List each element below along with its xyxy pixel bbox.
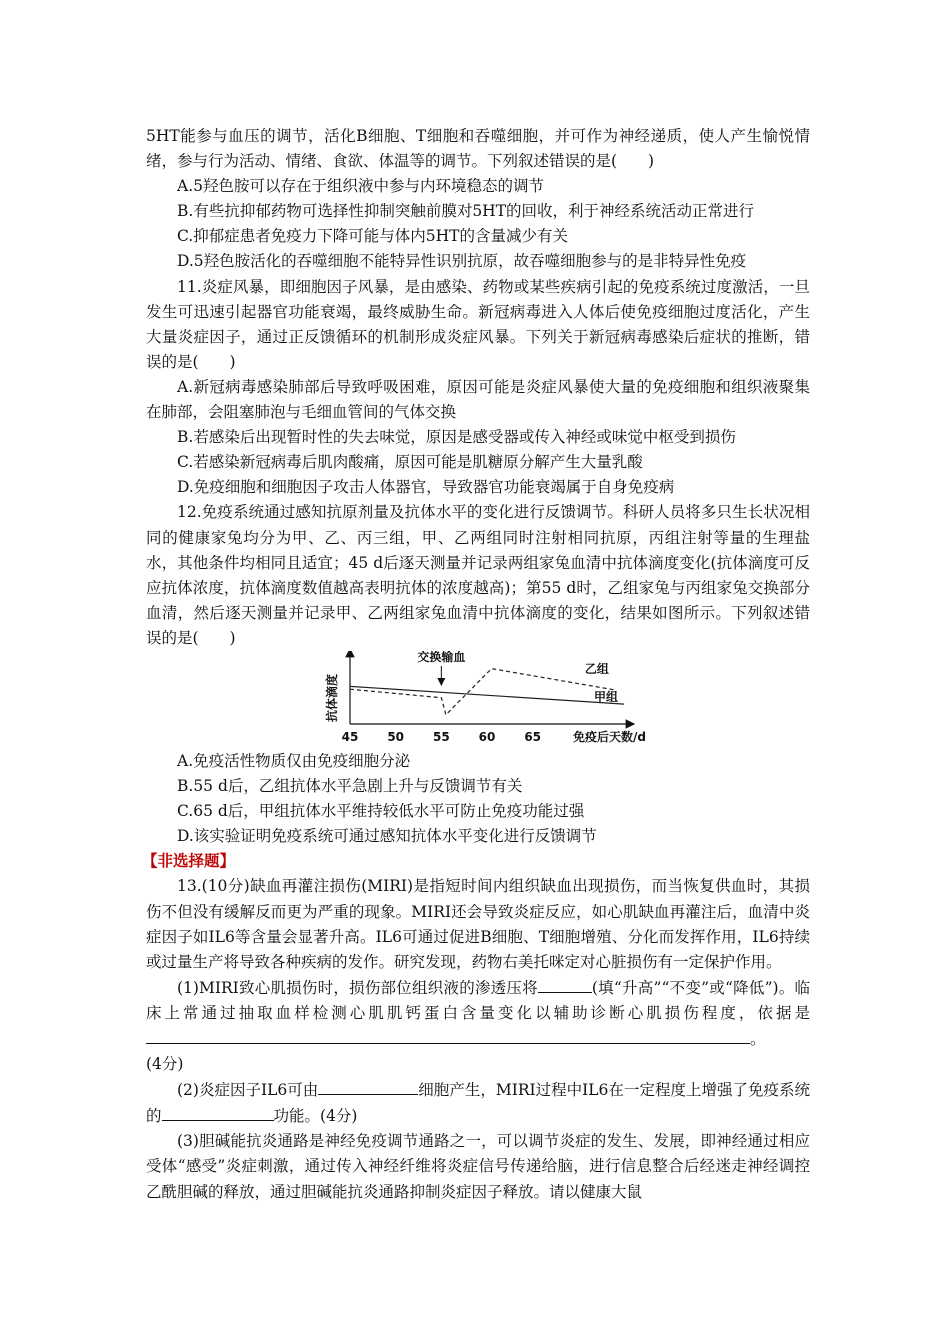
x-tick-label-0: 45 [341, 729, 359, 744]
answer-blank-4[interactable] [162, 1103, 274, 1121]
answer-blank-1[interactable] [538, 975, 592, 993]
question-12-option-a: A.免疫活性物质仅由免疫细胞分泌 [177, 751, 411, 770]
question-11-option-d: D.免疫细胞和细胞因子攻击人体器官，导致器官功能衰竭属于自身免疫病 [177, 478, 675, 497]
y-axis-label: 抗体滴度 [325, 673, 339, 722]
q13-part1-text-b: (填“升高”“不变”或“降低”)。临床上常通过抽取血样检测心肌肌钙蛋白含量变化以辅助诊断心肌损伤程度，依据是 [146, 978, 811, 1022]
plot-area [324, 651, 646, 744]
question-12-option-b: B.55 d后，乙组抗体水平急剧上升与反馈调节有关 [177, 777, 523, 796]
question-13-part-2 [146, 1077, 810, 1129]
series-line-0 [350, 686, 624, 704]
question-11-option-c: C.若感染新冠病毒后肌肉酸痛，原因可能是肌糖原分解产生大量乳酸 [177, 453, 643, 472]
x-tick-label-2: 55 [432, 729, 450, 744]
q13-part2-text-c: 功能。(4分) [273, 1107, 358, 1126]
question-10-option-c: C.抑郁症患者免疫力下降可能与体内5HT的含量减少有关 [177, 227, 568, 246]
question-13-part-3: (3)胆碱能抗炎通路是神经免疫调节通路之一，可以调节炎症的发生、发展，即神经通过相应受体“感受”炎症刺激，通过传入神经纤维将炎症信号传递给脑，进行信息整合后经迷走神经调控乙酰胆碱的释放，通过胆碱能抗炎通路抑制炎症因子释放。请以健康大鼠 [146, 1132, 810, 1201]
annotation-label: 交换输血 [417, 650, 466, 664]
x-axis-label: 免疫后天数/d [573, 729, 646, 744]
answer-blank-2[interactable] [146, 1026, 750, 1044]
question-11-option-a: A.新冠病毒感染肺部后导致呼吸困难，原因可能是炎症风暴使大量的免疫细胞和组织液聚集在肺部，会阻塞肺泡与毛细血管间的气体交换 [146, 377, 810, 422]
question-10-option-d: D.5羟色胺活化的吞噬细胞不能特异性识别抗原，故吞噬细胞参与的是非特异性免疫 [177, 252, 747, 271]
q13-part1-score: (4分) [146, 1055, 184, 1074]
document-body [142, 124, 811, 1205]
question-13-stem: 13.(10分)缺血再灌注损伤(MIRI)是指短时间内组织缺血出现损伤，而当恢复供血时，其损伤不但没有缓解反而更为严重的现象。MIRI还会导致炎症反应，如心肌缺血再灌注后，血清中炎症因子如IL6等含量会显著升高。IL6可通过促进B细胞、T细胞增殖、分化而发挥作用，IL6持续或过量生产将导致各种疾病的发作。研究发现，药物右美托咪定对心脏损伤有一定保护作用。 [146, 877, 810, 971]
x-tick-label-4: 65 [524, 729, 542, 744]
question-10-continuation: 5HT能参与血压的调节，活化B细胞、T细胞和吞噬细胞，并可作为神经递质，使人产生愉悦情绪，参与行为活动、情绪、食欲、体温等的调节。下列叙述错误的是( ) [146, 127, 810, 171]
question-11-option-b: B.若感染后出现暂时性的失去味觉，原因是感受器或传入神经或味觉中枢受到损伤 [177, 428, 736, 447]
x-tick-label-3: 60 [478, 729, 496, 744]
section-title: 【非选择题】 [142, 852, 236, 871]
chart-svg [322, 651, 662, 747]
x-tick-label-1: 50 [387, 729, 405, 744]
question-13-part-1 [146, 975, 810, 1077]
antibody-titer-chart [146, 651, 810, 749]
question-10-option-a: A.5羟色胺可以存在于组织液中参与内环境稳态的调节 [177, 177, 544, 196]
series-label-1: 乙组 [584, 661, 609, 676]
q13-part1-end: 。 [750, 1030, 766, 1048]
question-10-option-b: B.有些抗抑郁药物可选择性抑制突触前膜对5HT的回收，利于神经系统活动正常进行 [177, 202, 755, 221]
question-12-stem: 12.免疫系统通过感知抗原剂量及抗体水平的变化进行反馈调节。科研人员将多只生长状况相同的健康家兔均分为甲、乙、丙三组，甲、乙两组同时注射相同抗原，丙组注射等量的生理盐水，其他条件均相同且适宜；45 d后逐天测量并记录两组家兔血清中抗体滴度变化(抗体滴度可反应抗体浓度，抗体滴度数值越高表明抗体的浓度越高)；第55 d时，乙组家兔与丙组家兔交换部分血清，然后逐天测量并记录甲、乙两组家兔血清中抗体滴度的变化，结果如图所示。下列叙述错误的是( ) [146, 503, 810, 647]
q13-part1-text-a: (1)MIRI致心肌损伤时，损伤部位组织液的渗透压将 [177, 978, 538, 997]
q13-part2-text-b: 细胞产生，MIRI过程中IL6在一定程度上增强了免疫系统的 [146, 1081, 811, 1126]
series-line-1 [350, 669, 615, 715]
question-12-option-c: C.65 d后，甲组抗体水平维持较低水平可防止免疫功能过强 [177, 802, 585, 821]
answer-blank-3[interactable] [318, 1077, 418, 1095]
question-12-option-d: D.该实验证明免疫系统可通过感知抗体水平变化进行反馈调节 [177, 827, 597, 846]
q13-part2-text-a: (2)炎症因子IL6可由 [177, 1081, 319, 1100]
series-label-0: 甲组 [594, 690, 619, 705]
question-11-stem: 11.炎症风暴，即细胞因子风暴，是由感染、药物或某些疾病引起的免疫系统过度激活，一旦发生可迅速引起器官功能衰竭，最终威胁生命。新冠病毒进入人体后使免疫细胞过度活化，产生大量炎症因子，通过正反馈循环的机制形成炎症风暴。下列关于新冠病毒感染后症状的推断，错误的是( ) [146, 277, 810, 371]
